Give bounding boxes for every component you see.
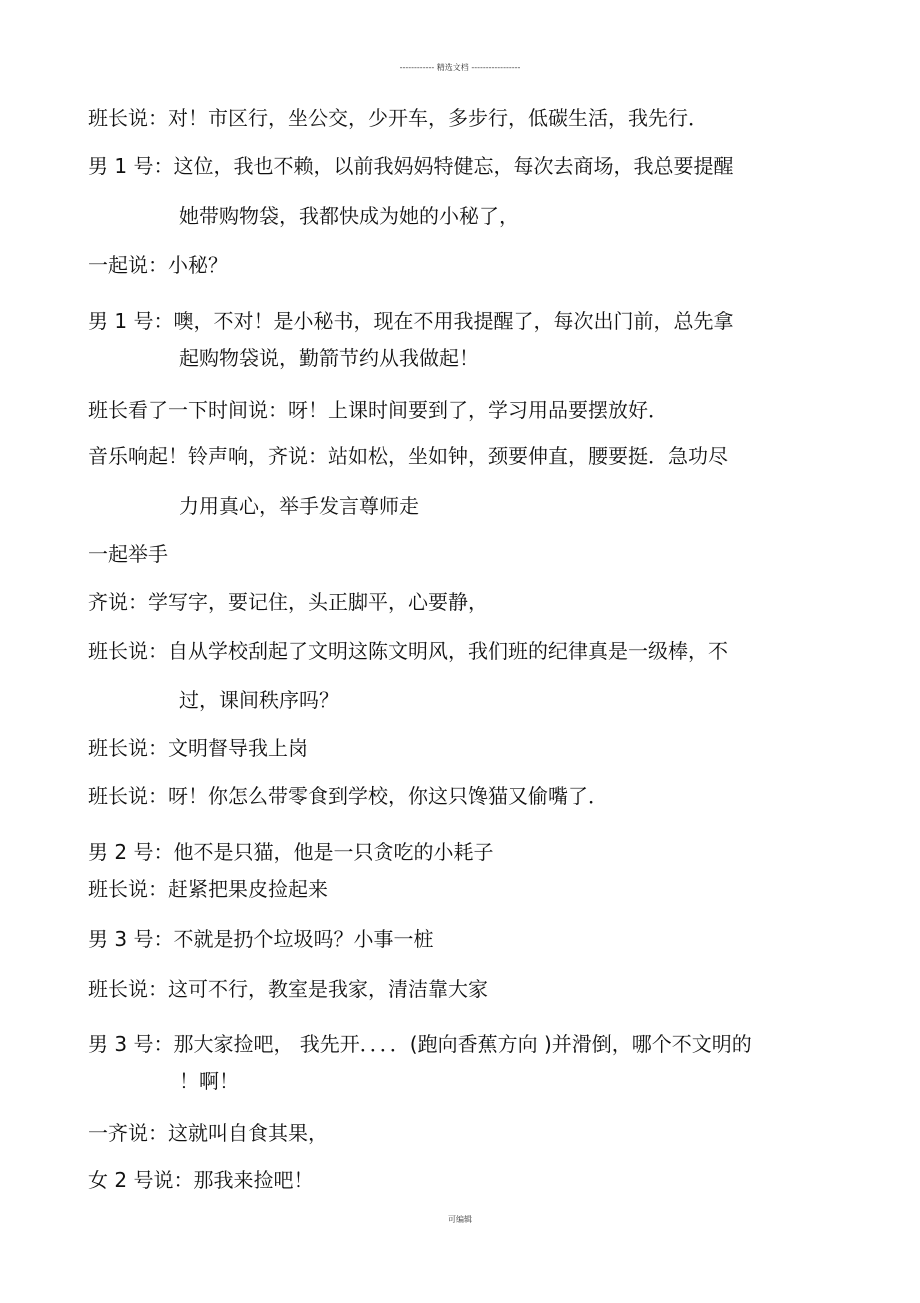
script-line-11: 齐说：学写字，要记住，头正脚平，心要静， xyxy=(88,590,488,614)
script-line-21: ！啊！ xyxy=(179,1069,239,1093)
script-line-13: 过，课间秩序吗？ xyxy=(179,688,339,712)
page-footer: 可编辑 xyxy=(448,1215,472,1224)
script-line-23: 女 2 号说：那我来捡吧！ xyxy=(88,1168,314,1192)
script-line-18: 男 3 号：不就是扔个垃圾吗？小事一桩 xyxy=(88,927,434,951)
script-line-17: 班长说：赶紧把果皮捡起来 xyxy=(88,877,328,901)
script-line-6: 起购物袋说，勤箭节约从我做起！ xyxy=(179,346,479,370)
script-line-12: 班长说：自从学校刮起了文明这陈文明风，我们班的纪律真是一级棒，不 xyxy=(88,639,728,663)
script-line-10: 一起举手 xyxy=(88,542,168,566)
script-line-14: 班长说：文明督导我上岗 xyxy=(88,736,308,760)
script-line-19: 班长说：这可不行，教室是我家，清洁靠大家 xyxy=(88,977,488,1001)
script-line-7: 班长看了一下时间说：呀！上课时间要到了，学习用品要摆放好． xyxy=(88,398,668,422)
script-line-1: 班长说：对！市区行，坐公交，少开车，多步行，低碳生活，我先行． xyxy=(88,106,708,130)
script-line-20: 男 3 号：那大家捡吧， 我先开．．．．(跑向香蕉方向 )并滑倒，哪个不文明的 xyxy=(88,1032,752,1056)
script-line-5: 男 1 号：噢，不对！是小秘书，现在不用我提醒了，每次出门前，总先拿 xyxy=(88,309,734,333)
script-line-9: 力用真心，举手发言尊师走 xyxy=(179,494,419,518)
page-header: ------------ 精选文档 ----------------- xyxy=(399,63,521,72)
script-line-3: 她带购物袋，我都快成为她的小秘了， xyxy=(179,204,519,228)
script-line-15: 班长说：呀！你怎么带零食到学校，你这只馋猫又偷嘴了． xyxy=(88,784,608,808)
script-line-8: 音乐响起！铃声响，齐说：站如松，坐如钟，颈要伸直，腰要挺．急功尽 xyxy=(88,444,728,468)
script-line-4: 一起说：小秘？ xyxy=(88,253,228,277)
script-line-22: 一齐说：这就叫自食其果， xyxy=(88,1121,328,1145)
script-line-2: 男 1 号：这位，我也不赖，以前我妈妈特健忘，每次去商场，我总要提醒 xyxy=(88,154,734,178)
script-line-16: 男 2 号：他不是只猫，他是一只贪吃的小耗子 xyxy=(88,840,494,864)
